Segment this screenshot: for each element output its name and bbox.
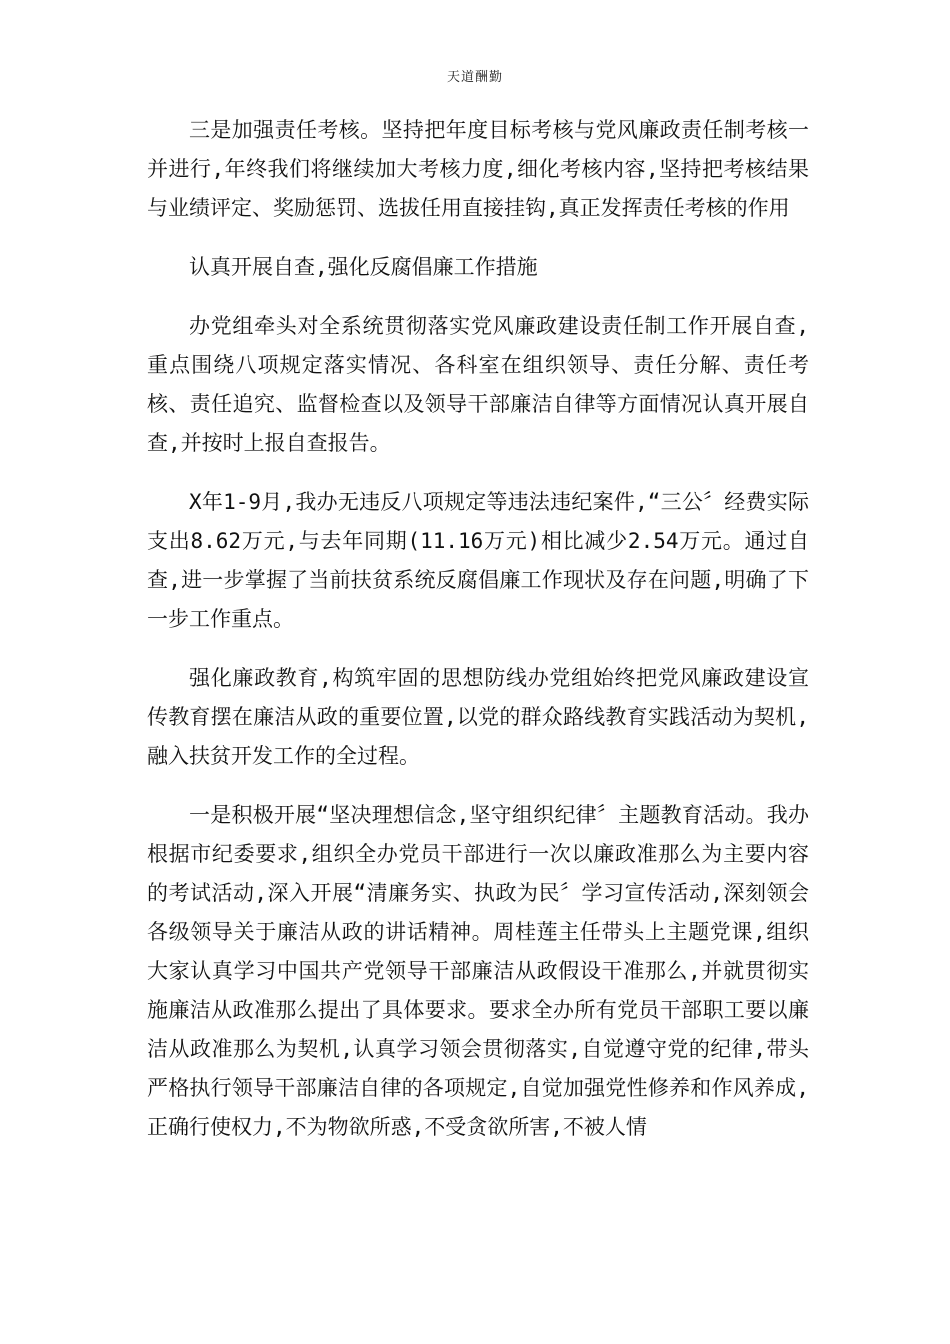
paragraph-integrity-education: 强化廉政教育,构筑牢固的思想防线办党组始终把党风廉政建设宣传教育摆在廉洁从政的重要位置,以党的群众路线教育实践活动为契机,融入扶贫开发工作的全过程。 bbox=[147, 666, 809, 768]
paragraph-self-inspection: 办党组牵头对全系统贯彻落实党风廉政建设责任制工作开展自查,重点围绕八项规定落实情况、各科室在组织领导、责任分解、责任考核、责任追究、监督检查以及领导干部廉洁自律等方面情况认真开展自查,并按时上报自查报告。 bbox=[147, 314, 809, 455]
paragraph-theme-education: 一是积极开展“坚决理想信念,坚守组织纪律〞主题教育活动。我办根据市纪委要求,组织全办党员干部进行一次以廉政准那么为主要内容的考试活动,深入开展“清廉务实、执政为民〞学习宣传活动,深刻领会各级领导关于廉洁从政的讲话精神。周桂莲主任带头上主题党课,组织大家认真学习中国共产党领导干部廉洁从政假设干准那么,并就贯彻实施廉洁从政准那么提出了具体要求。要求全办所有党员干部职工要以廉洁从政准那么为契机,认真学习领会贯彻落实,自觉遵守党的纪律,带头严格执行领导干部廉洁自律的各项规定,自觉加强党性修养和作风养成,正确行使权力,不为物欲所惑,不受贪欲所害,不被人情 bbox=[147, 803, 809, 1139]
page-header: 天道酬勤 bbox=[446, 70, 503, 85]
paragraph-expenditure-results: X年1-9月,我办无违反八项规定等违法违纪案件,“三公〞经费实际支出8.62万元,与去年同期(11.16万元)相比减少2.54万元。通过自查,进一步掌握了当前扶贫系统反腐倡廉工作现状及存在问题,明确了下一步工作重点。 bbox=[147, 490, 809, 631]
document-body bbox=[147, 111, 809, 1167]
paragraph-responsibility-assessment: 三是加强责任考核。坚持把年度目标考核与党风廉政责任制考核一并进行,年终我们将继续加大考核力度,细化考核内容,坚持把考核结果与业绩评定、奖励惩罚、选拔任用直接挂钩,真正发挥责任考核的作用 bbox=[147, 118, 809, 220]
section-heading-self-inspection: 认真开展自查,强化反腐倡廉工作措施 bbox=[189, 255, 538, 279]
